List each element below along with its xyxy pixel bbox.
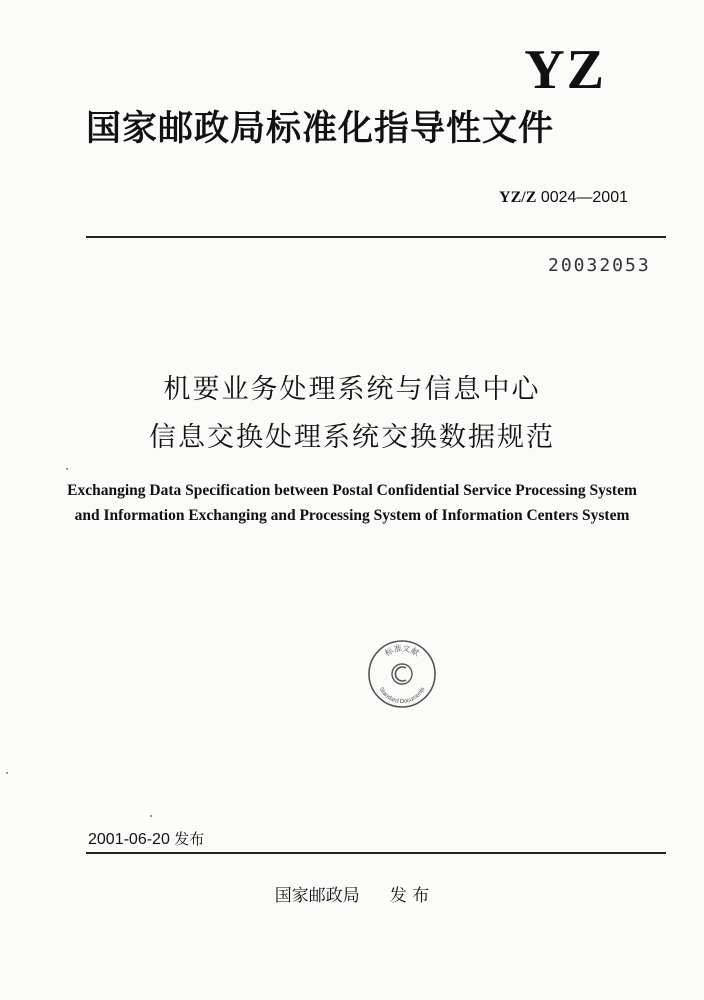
stamp-text-bottom: Standard Documents	[377, 686, 427, 706]
chinese-title-line-1: 机要业务处理系统与信息中心	[163, 374, 541, 405]
document-number-prefix: YZ/Z	[499, 189, 537, 206]
english-title	[0, 478, 704, 528]
scan-speck	[66, 468, 68, 470]
chinese-title	[0, 366, 704, 462]
library-stamp-icon	[366, 638, 438, 710]
scan-speck	[6, 772, 8, 774]
document-number	[499, 190, 628, 206]
scan-speck	[150, 815, 152, 817]
english-title-line-1: Exchanging Data Specification between Postal Confidential Service Processing System	[67, 482, 637, 499]
publisher-line	[0, 888, 704, 905]
chinese-title-line-2: 信息交换处理系统交换数据规范	[149, 422, 555, 453]
bottom-divider	[86, 852, 666, 854]
stamp-emblem	[395, 667, 406, 681]
document-number-value: 0024—2001	[540, 189, 628, 206]
archive-number: 20032053	[548, 255, 651, 276]
english-title-line-2: and Information Exchanging and Processing System of Information Centers System	[74, 507, 630, 524]
publish-label: 发 布	[389, 886, 430, 906]
publisher-name: 国家邮政局	[274, 886, 360, 906]
issue-date-line	[88, 832, 204, 848]
issue-date: 2001-06-20	[88, 831, 170, 848]
document-type-title: 国家邮政局标准化指导性文件	[86, 109, 555, 149]
stamp-text-top: 标准文献	[383, 643, 421, 658]
issue-label: 发布	[174, 830, 205, 848]
standard-code: YZ	[524, 39, 606, 101]
top-divider	[86, 236, 666, 238]
